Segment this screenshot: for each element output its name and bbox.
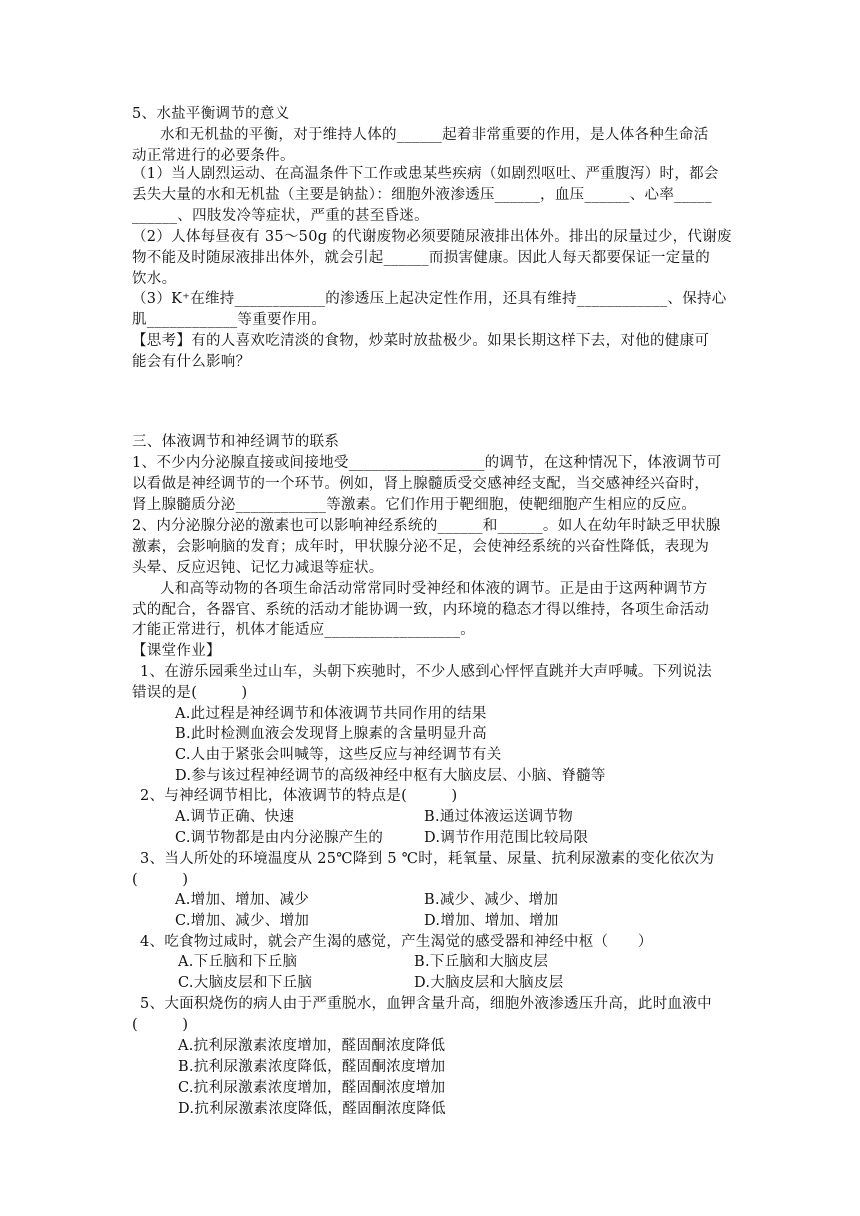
option-3c: C.增加、减少、增加: [175, 913, 310, 929]
question-5: 5、大面积烧伤的病人由于严重脱水，血钾含量升高，细胞外液渗透压升高，此时血液中: [140, 996, 712, 1012]
option-1a: A.此过程是神经调节和体液调节共同作用的结果: [175, 706, 487, 722]
section3-paragraph: 式的配合，各器官、系统的活动才能协调一致，内环境的稳态才得以维持，各项生命活动: [132, 602, 710, 618]
question-3: ( ): [132, 872, 189, 888]
option-3a: A.增加、增加、减少: [175, 892, 310, 908]
option-2d: D.调节作用范围比较局限: [424, 830, 589, 846]
section5-item: 饮水。: [132, 271, 177, 287]
option-5d: D.抗利尿激素浓度降低，醛固酮浓度降低: [178, 1101, 446, 1117]
option-5a: A.抗利尿激素浓度增加，醛固酮浓度降低: [178, 1038, 446, 1054]
option-4c: C.大脑皮层和下丘脑: [178, 975, 313, 991]
section5-item: 丢失大量的水和无机盐（主要是钠盐）：细胞外液渗透压______，血压______、心率_____: [132, 187, 712, 203]
option-5b: B.抗利尿激素浓度降低，醛固酮浓度增加: [178, 1059, 446, 1075]
section3-paragraph: 激素，会影响脑的发育；成年时，甲状腺分泌不足，会使神经系统的兴奋性降低，表现为: [132, 539, 710, 555]
question-4: 4、吃食物过咸时，就会产生渴的感觉，产生渴觉的感受器和神经中枢（ ）: [140, 934, 653, 950]
option-1c: C.人由于紧张会叫喊等，这些反应与神经调节有关: [175, 747, 502, 763]
option-1b: B.此时检测血液会发现肾上腺素的含量明显升高: [175, 726, 487, 742]
option-3b: B.减少、减少、增加: [424, 892, 559, 908]
section5-item: （1）当人剧烈运动、在高温条件下工作或患某些疾病（如剧烈呕吐、严重腹泻）时，都会: [132, 166, 719, 182]
section3-paragraph: 以看做是神经调节的一个环节。例如，肾上腺髓质受交感神经支配，当交感神经兴奋时，: [132, 476, 710, 492]
option-2a: A.调节正确、快速: [175, 809, 295, 825]
think-prompt: 能会有什么影响？: [132, 354, 251, 370]
section5-item: ______、四肢发冷等症状，严重的甚至昏迷。: [132, 208, 429, 224]
homework-heading: 【课堂作业】: [132, 643, 221, 659]
option-2b: B.通过体液运送调节物: [424, 809, 574, 825]
question-2: 2、与神经调节相比，体液调节的特点是( ): [140, 788, 458, 804]
section3-paragraph: 2、内分泌腺分泌的激素也可以影响神经系统的______和______。如人在幼年时缺乏甲状腺: [132, 518, 721, 534]
question-1: 错误的是( ): [132, 685, 248, 701]
option-2c: C.调节物都是由内分泌腺产生的: [175, 830, 384, 846]
section3-heading: 三、体液调节和神经调节的联系: [132, 434, 340, 450]
option-1d: D.参与该过程神经调节的高级神经中枢有大脑皮层、小脑、脊髓等: [175, 768, 606, 784]
question-5: ( ): [132, 1017, 189, 1033]
section3-paragraph: 头晕、反应迟钝、记忆力减退等症状。: [132, 560, 384, 576]
section3-paragraph: 才能正常进行，机体才能适应__________________。: [132, 622, 476, 638]
question-1: 1、在游乐园乘坐过山车，头朝下疾驰时，不少人感到心怦怦直跳并大声呼喊。下列说法: [140, 664, 712, 680]
section5-item: 肌____________等重要作用。: [132, 312, 327, 328]
option-4d: D.大脑皮层和大脑皮层: [414, 975, 564, 991]
section5-item: 物不能及时随尿液排出体外，就会引起______而损害健康。因此人每天都要保证一定量的: [132, 250, 711, 266]
question-3: 3、当人所处的环境温度从 25℃降到 5 ℃时，耗氧量、尿量、抗利尿激素的变化依次为: [140, 851, 715, 867]
option-5c: C.抗利尿激素浓度增加，醛固酮浓度增加: [178, 1080, 446, 1096]
option-4a: A.下丘脑和下丘脑: [178, 954, 298, 970]
option-3d: D.增加、增加、增加: [424, 913, 559, 929]
section5-paragraph: 动正常进行的必要条件。: [132, 148, 295, 164]
section5-item: （2）人体每昼夜有 35～50g 的代谢废物必须要随尿液排出体外。排出的尿量过少，代谢废: [132, 229, 732, 245]
section5-paragraph: 水和无机盐的平衡，对于维持人体的______起着非常重要的作用，是人体各种生命活: [160, 127, 709, 143]
think-prompt: 【思考】有的人喜欢吃清淡的食物，炒菜时放盐极少。如果长期这样下去，对他的健康可: [132, 333, 710, 349]
option-4b: B.下丘脑和大脑皮层: [414, 954, 549, 970]
section3-paragraph: 1、不少内分泌腺直接或间接地受__________________的调节，在这种情况下，体液调节可: [132, 455, 722, 471]
section3-paragraph: 人和高等动物的各项生命活动常常同时受神经和体液的调节。正是由于这两种调节方: [160, 581, 708, 597]
section3-paragraph: 肾上腺髓质分泌____________等激素。它们作用于靶细胞，使靶细胞产生相应的反应。: [132, 497, 697, 513]
section5-item: （3）K⁺在维持____________的渗透压上起决定性作用，还具有维持____________、保持心: [132, 291, 727, 307]
section5-heading: 5、水盐平衡调节的意义: [132, 106, 290, 122]
